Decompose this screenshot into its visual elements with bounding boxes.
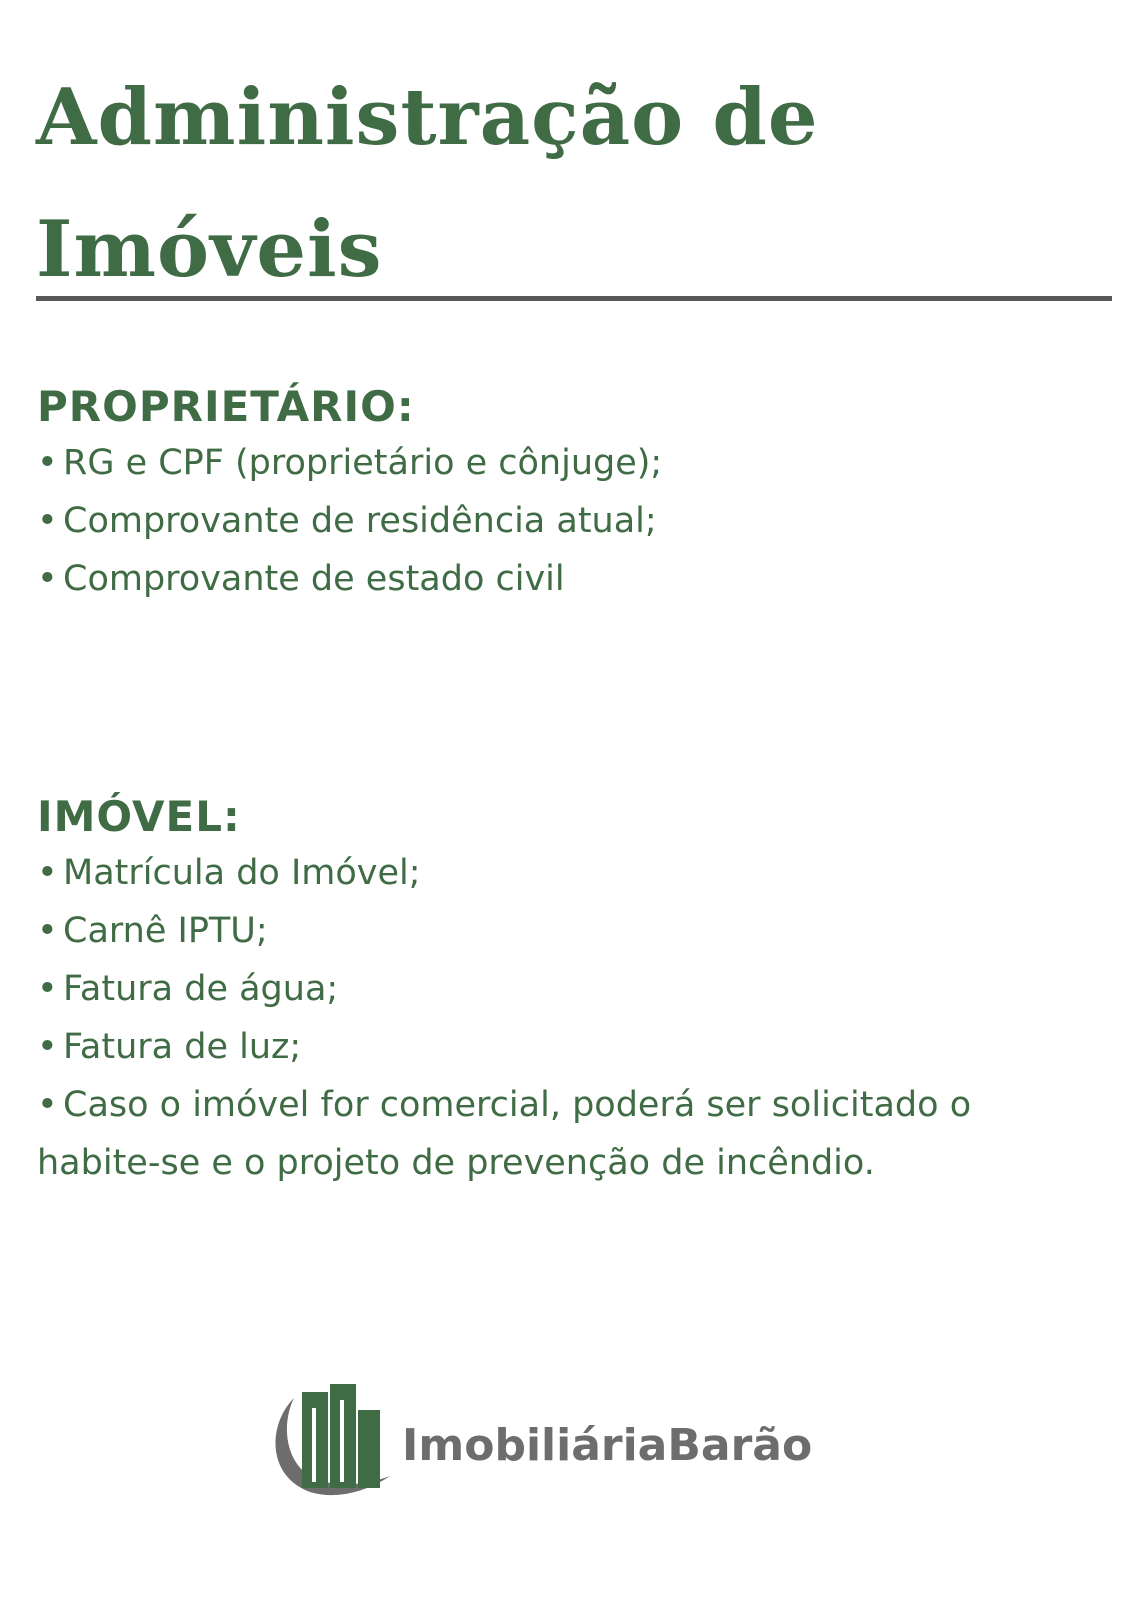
bullet: • (37, 1085, 58, 1125)
bullet: • (37, 1027, 58, 1067)
section-property (37, 790, 1097, 1192)
title-line-2: Imóveis (36, 204, 383, 295)
list-item: • Fatura de água; (37, 960, 1097, 1018)
building-swoosh-icon (266, 1380, 396, 1504)
list-item: • RG e CPF (proprietário e cônjuge); (37, 434, 1097, 492)
section-owner (37, 380, 1097, 608)
company-logo (266, 1380, 866, 1504)
list-item: • Matrícula do Imóvel; (37, 844, 1097, 902)
bullet: • (37, 853, 58, 893)
title-line-1: Administração de (36, 72, 819, 163)
section-heading-property: IMÓVEL: (37, 792, 241, 841)
list-item: • Comprovante de estado civil (37, 550, 1097, 608)
list-item: • Caso o imóvel for comercial, poderá ser solicitado o habite-se e o projeto de prevenção de incêndio. (37, 1076, 1097, 1192)
bullet: • (37, 501, 58, 541)
list-item: • Comprovante de residência atual; (37, 492, 1097, 550)
logo-text: ImobiliáriaBarão (402, 1420, 813, 1471)
page-title (36, 52, 1096, 316)
bullet: • (37, 559, 58, 599)
list-item: • Carnê IPTU; (37, 902, 1097, 960)
bullet: • (37, 911, 58, 951)
title-divider (36, 296, 1112, 301)
bullet: • (37, 969, 58, 1009)
list-item: • Fatura de luz; (37, 1018, 1097, 1076)
section-heading-owner: PROPRIETÁRIO: (37, 382, 415, 431)
bullet: • (37, 443, 58, 483)
